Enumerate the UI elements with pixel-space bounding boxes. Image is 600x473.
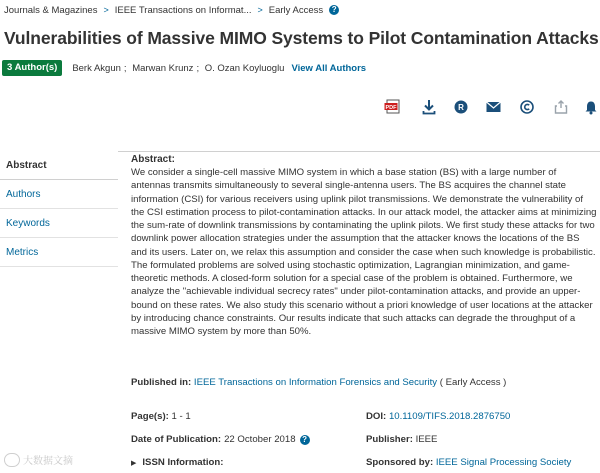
pages-value: 1 - 1 bbox=[171, 411, 191, 422]
doi-info bbox=[366, 411, 510, 422]
breadcrumb-transactions[interactable]: IEEE Transactions on Informat... bbox=[114, 4, 252, 16]
abstract-heading: Abstract: bbox=[131, 154, 175, 165]
breadcrumb bbox=[4, 3, 339, 17]
sidebar-item-keywords[interactable]: Keywords bbox=[0, 209, 118, 238]
help-icon[interactable]: ? bbox=[329, 5, 339, 15]
article-toolbar bbox=[384, 98, 598, 118]
abstract-text: We consider a single-cell massive MIMO system in which a base station (BS) with a large number of antennas transmits simultaneously to several single-antenna users. The BS acquires the channel state information (CSI) for various receivers using uplink pilot transmissions. We demonstrate the vulnerability of the CSI estimation process to pilot-contamination attacks. In our attack model, the attacker aims at minimizing the sum-rate of downlink transmissions by contaminating the uplink pilots. We first study these attacks for two downlink power allocation strategies under the assumption that the attacker knows the locations of the BS and its users. Later on, we relax this assumption and consider the case when such knowledge is probabilistic. The formulated problems are solved using stochastic optimization, Lagrangian minimization, and game-theoretic methods. A closed-form solution for a special case of the problem is obtained. Furthermore, we analyze the "achievable individual secrecy rates" under pilot-contamination attacks, and provide an upper-bound on these rates. We also study this scenario without a priori knowledge of user locations at the attacker by introducing chance constraints. Our results indicate that such attacks can degrade the throughput of a massive MIMO system by more than 50%. bbox=[131, 167, 597, 337]
published-in bbox=[131, 377, 506, 388]
sponsor-label: Sponsored by: bbox=[366, 457, 434, 468]
article-sidebar-nav bbox=[0, 151, 118, 267]
publication-date-value: 22 October 2018 bbox=[224, 434, 296, 445]
sponsor-link[interactable]: IEEE Signal Processing Society bbox=[435, 457, 572, 468]
expand-triangle-icon[interactable]: ▶ bbox=[131, 459, 137, 467]
watermark-text: 大数据文摘 bbox=[23, 456, 73, 467]
help-icon[interactable]: ? bbox=[300, 435, 310, 445]
sponsor-info bbox=[366, 457, 571, 468]
issn-label[interactable]: ISSN Information: bbox=[142, 457, 224, 468]
publication-date-info bbox=[131, 434, 310, 445]
download-icon[interactable] bbox=[420, 98, 438, 116]
author-link[interactable]: Marwan Krunz bbox=[132, 62, 194, 74]
breadcrumb-journals[interactable]: Journals & Magazines bbox=[4, 4, 98, 16]
author-link[interactable]: O. Ozan Koyluoglu bbox=[204, 62, 285, 74]
publication-status: ( Early Access ) bbox=[439, 377, 507, 388]
pages-label: Page(s): bbox=[131, 411, 169, 422]
publication-date-label: Date of Publication: bbox=[131, 434, 222, 445]
rights-icon[interactable] bbox=[452, 98, 470, 116]
author-count-badge[interactable]: 3 Author(s) bbox=[2, 60, 62, 76]
authors-list: Berk Akgun ; Marwan Krunz ; O. Ozan Koyluoglu bbox=[72, 62, 285, 74]
publisher-value: IEEE bbox=[415, 434, 438, 445]
copyright-icon[interactable] bbox=[518, 98, 536, 116]
breadcrumb-separator: > bbox=[103, 5, 109, 15]
publisher-info bbox=[366, 434, 437, 445]
watermark bbox=[4, 452, 73, 467]
abstract-section bbox=[131, 153, 597, 338]
share-icon[interactable] bbox=[552, 98, 570, 116]
doi-link[interactable]: 10.1109/TIFS.2018.2876750 bbox=[388, 411, 511, 422]
issn-info[interactable] bbox=[131, 457, 223, 468]
email-icon[interactable] bbox=[484, 98, 502, 116]
pdf-icon[interactable] bbox=[384, 98, 402, 116]
watermark-logo-icon bbox=[4, 453, 20, 467]
journal-link[interactable]: IEEE Transactions on Information Forensics and Security bbox=[193, 377, 438, 388]
breadcrumb-early-access: Early Access bbox=[268, 4, 324, 16]
svg-text:PDF: PDF bbox=[385, 104, 397, 111]
author-link[interactable]: Berk Akgun bbox=[72, 62, 121, 74]
sidebar-item-abstract[interactable]: Abstract bbox=[0, 151, 118, 180]
sidebar-item-metrics[interactable]: Metrics bbox=[0, 238, 118, 267]
sidebar-item-authors[interactable]: Authors bbox=[0, 180, 118, 209]
publisher-label: Publisher: bbox=[366, 434, 413, 445]
breadcrumb-separator: > bbox=[257, 5, 263, 15]
authors-row bbox=[2, 60, 366, 76]
published-in-label: Published in: bbox=[131, 377, 192, 388]
view-all-authors-link[interactable]: View All Authors bbox=[291, 62, 367, 74]
alert-bell-icon[interactable] bbox=[582, 98, 600, 116]
pages-info bbox=[131, 411, 191, 422]
page-title: Vulnerabilities of Massive MIMO Systems to Pilot Contamination Attacks bbox=[4, 28, 599, 48]
doi-label: DOI: bbox=[366, 411, 387, 422]
svg-text:R: R bbox=[458, 103, 464, 112]
